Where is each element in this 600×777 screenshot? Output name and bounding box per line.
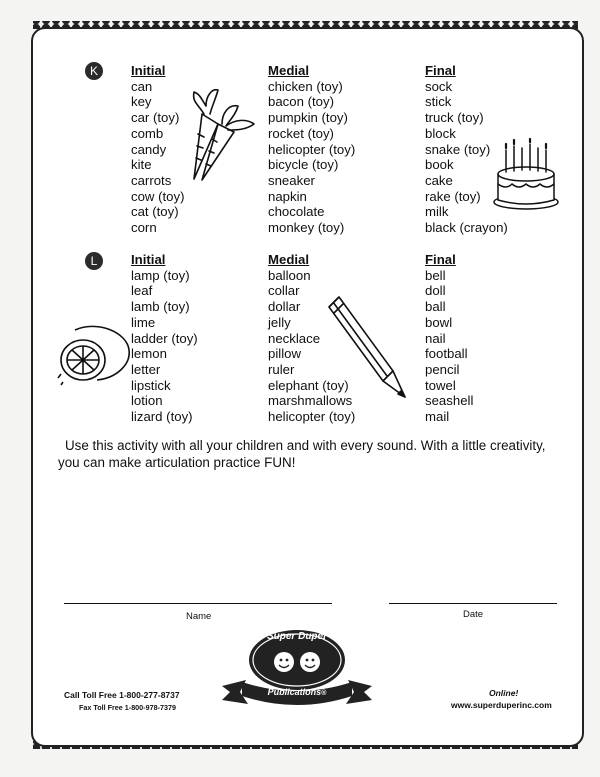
word-item: key	[131, 94, 152, 110]
word-item: pillow	[268, 346, 301, 362]
section-l-badge: L	[85, 252, 103, 270]
word-item: helicopter (toy)	[268, 141, 356, 157]
word-item: truck (toy)	[425, 110, 484, 126]
word-item: rake (toy)	[425, 188, 481, 204]
word-item: lamp (toy)	[131, 267, 190, 283]
word-item: lizard (toy)	[131, 409, 193, 425]
word-item: bowl	[425, 314, 453, 330]
l-medial-header: Medial	[268, 252, 310, 267]
l-initial-header: Initial	[131, 252, 166, 267]
k-final-header: Final	[425, 63, 456, 78]
logo-line2	[218, 687, 376, 697]
word-item: chocolate	[268, 204, 325, 220]
k-initial-header: Initial	[131, 63, 166, 78]
word-item: car (toy)	[131, 110, 180, 126]
word-item: balloon	[268, 267, 311, 283]
word-item: monkey (toy)	[268, 220, 345, 236]
word-item: comb	[131, 125, 164, 141]
word-item: bell	[425, 267, 446, 283]
word-item: carrots	[131, 172, 172, 188]
word-item: towel	[425, 377, 456, 393]
word-item: sneaker	[268, 172, 315, 188]
l-final-list	[425, 268, 473, 425]
word-item: rocket (toy)	[268, 125, 334, 141]
word-item: kite	[131, 157, 152, 173]
logo-line2-text: Publications	[267, 687, 322, 697]
date-label: Date	[463, 609, 484, 620]
carrots-illustration	[188, 84, 263, 184]
l-final-column	[425, 252, 473, 425]
word-item: marshmallows	[268, 393, 353, 409]
word-item: bacon (toy)	[268, 94, 334, 110]
word-item: helicopter (toy)	[268, 409, 356, 425]
word-item: lemon	[131, 346, 167, 362]
word-item: candy	[131, 141, 167, 157]
website-link[interactable]: www.superduperinc.com	[451, 700, 552, 710]
k-initial-list	[131, 79, 185, 236]
word-item: can	[131, 78, 153, 94]
lemon-illustration	[53, 322, 133, 388]
word-item: pumpkin (toy)	[268, 110, 348, 126]
word-item: snake (toy)	[425, 141, 491, 157]
word-item: cow (toy)	[131, 188, 185, 204]
word-item: sock	[425, 78, 453, 94]
word-item: lipstick	[131, 377, 171, 393]
word-item: bicycle (toy)	[268, 157, 339, 173]
k-medial-header: Medial	[268, 63, 310, 78]
word-item: leaf	[131, 283, 153, 299]
section-k-badge: K	[85, 62, 103, 80]
word-item: corn	[131, 220, 157, 236]
logo-line1: Super Duper	[266, 631, 327, 642]
word-item: necklace	[268, 330, 321, 346]
word-item: elephant (toy)	[268, 377, 349, 393]
k-initial-column	[131, 63, 185, 236]
word-item: football	[425, 346, 468, 362]
k-medial-column	[268, 63, 355, 236]
word-item: doll	[425, 283, 446, 299]
word-item: seashell	[425, 393, 474, 409]
super-duper-logo	[218, 626, 376, 708]
word-item: milk	[425, 204, 449, 220]
phone-number: Call Toll Free 1-800-277-8737	[64, 690, 180, 700]
word-item: mail	[425, 409, 450, 425]
word-item: ruler	[268, 361, 295, 377]
name-line[interactable]	[64, 603, 332, 604]
word-item: cake	[425, 172, 453, 188]
l-final-header: Final	[425, 252, 456, 267]
word-item: dollar	[268, 299, 301, 315]
word-item: collar	[268, 283, 300, 299]
word-item: block	[425, 125, 456, 141]
l-initial-list	[131, 268, 198, 425]
fax-number: Fax Toll Free 1-800-978-7379	[79, 703, 176, 712]
date-line[interactable]	[389, 603, 557, 604]
word-item: jelly	[268, 314, 291, 330]
word-item: ball	[425, 299, 446, 315]
word-item: book	[425, 157, 454, 173]
pencil-illustration	[325, 293, 410, 401]
birthday-cake-illustration	[492, 140, 560, 212]
online-label: Online!	[489, 688, 519, 698]
l-initial-column	[131, 252, 198, 425]
word-item: napkin	[268, 188, 307, 204]
name-label: Name	[186, 611, 212, 622]
logo-registered-mark: ®	[321, 690, 327, 697]
word-item: stick	[425, 94, 452, 110]
word-item: lime	[131, 314, 156, 330]
word-item: lotion	[131, 393, 163, 409]
word-item: chicken (toy)	[268, 78, 343, 94]
word-item: letter	[131, 361, 161, 377]
k-medial-list	[268, 79, 355, 236]
word-item: cat (toy)	[131, 204, 179, 220]
instructions-paragraph: Use this activity with all your children and with every sound. With a little creativity, you can make articulation practice FUN!	[58, 438, 546, 470]
word-item: nail	[425, 330, 446, 346]
word-item: lamb (toy)	[131, 299, 190, 315]
word-item: ladder (toy)	[131, 330, 198, 346]
word-item: black (crayon)	[425, 220, 508, 236]
word-item: pencil	[425, 361, 460, 377]
